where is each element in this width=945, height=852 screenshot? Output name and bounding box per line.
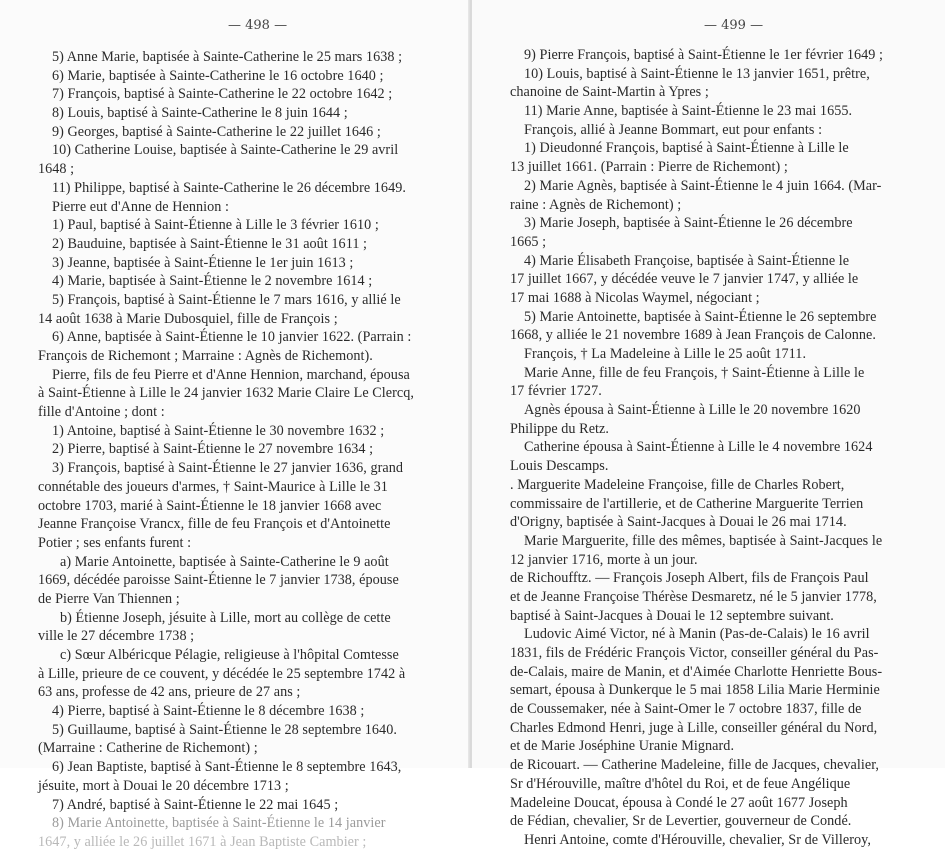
text-line: et de Marie Joséphine Uranie Mignard. <box>510 738 735 755</box>
text-line: 10) Louis, baptisé à Saint-Étienne le 13 janvier 1651, prêtre, <box>524 65 870 82</box>
text-line: Pierre eut d'Anne de Hennion : <box>52 198 230 215</box>
text-line: a) Marie Antoinette, baptisée à Sainte-Catherine le 9 août <box>60 553 389 570</box>
text-line: 6) Anne, baptisée à Saint-Étienne le 10 janvier 1622. (Parrain : <box>52 329 412 346</box>
text-line: c) Sœur Albéricque Pélagie, religieuse à l'hôpital Comtesse <box>60 647 399 663</box>
text-line: b) Étienne Joseph, jésuite à Lille, mort au collège de cette <box>60 609 391 626</box>
text-line: à Lille, prieure de ce couvent, y décédée le 25 septembre 1742 à <box>38 665 406 682</box>
text-line: octobre 1703, marié à Saint-Étienne le 18 janvier 1668 avec <box>38 497 382 514</box>
text-line: 2) Marie Agnès, baptisée à Saint-Étienne le 4 juin 1664. (Mar- <box>524 177 882 194</box>
text-line: de Pierre Van Thiennen ; <box>38 590 180 607</box>
text-line: Pierre, fils de feu Pierre et d'Anne Hennion, marchand, épousa <box>52 366 410 383</box>
text-line: 5) Anne Marie, baptisée à Sainte-Catherine le 25 mars 1638 ; <box>52 49 403 65</box>
text-line: François, allié à Jeanne Bommart, eut pour enfants : <box>524 121 823 138</box>
text-line: de Fédian, chevalier, Sr de Levertier, gouverneur de Condé. <box>510 813 852 830</box>
text-line: 13 juillet 1661. (Parrain : Pierre de Richemont) ; <box>510 159 788 176</box>
text-line: 1668, y alliée le 21 novembre 1689 à Jean François de Calonne. <box>510 327 876 344</box>
text-line: baptisé à Saint-Jacques à Douai le 12 septembre suivant. <box>510 607 834 624</box>
text-line: 8) Marie Antoinette, baptisée à Saint-Étienne le 14 janvier <box>52 815 386 832</box>
text-line: de Coussemaker, née à Saint-Omer le 7 octobre 1837, fille de <box>510 701 862 718</box>
text-line: François de Richemont ; Marraine : Agnès de Richemont). <box>38 348 373 364</box>
text-line: raine : Agnès de Richemont) ; <box>510 196 682 213</box>
text-line: 3) François, baptisé à Saint-Étienne le 27 janvier 1636, grand <box>52 460 403 477</box>
text-line: Agnès épousa à Saint-Étienne à Lille le 20 novembre 1620 <box>524 402 861 419</box>
text-line: 10) Catherine Louise, baptisée à Sainte-Catherine le 29 avril <box>52 142 399 159</box>
text-line: 1665 ; <box>510 233 547 250</box>
text-line: 7) François, baptisé à Sainte-Catherine le 22 octobre 1642 ; <box>52 86 393 103</box>
text-line: 1647, y alliée le 26 juillet 1671 à Jean Baptiste Cambier ; <box>38 833 367 850</box>
text-line: d'Origny, baptisée à Saint-Jacques à Douai le 26 mai 1714. <box>510 514 847 531</box>
text-line: 4) Marie Élisabeth Françoise, baptisée à Saint-Étienne le <box>524 252 850 269</box>
text-line: ville le 27 décembre 1738 ; <box>38 628 195 645</box>
text-line: 6) Jean Baptiste, baptisé à Sant-Étienne le 8 septembre 1643, <box>52 759 402 776</box>
text-line: 17 février 1727. <box>510 383 602 400</box>
text-line: 8) Louis, baptisé à Sainte-Catherine le 8 juin 1644 ; <box>52 105 348 122</box>
text-line: et de Jeanne Françoise Thérèse Desmaretz, né le 5 janvier 1778, <box>510 588 877 605</box>
page-number: — 498 — <box>228 18 288 33</box>
text-line: Philippe du Retz. <box>510 420 609 437</box>
text-line: Ludovic Aimé Victor, né à Manin (Pas-de-Calais) le 16 avril <box>524 626 870 643</box>
text-line: Louis Descamps. <box>510 458 609 475</box>
text-line: 9) Pierre François, baptisé à Saint-Étienne le 1er février 1649 ; <box>524 47 883 63</box>
text-line: 5) Guillaume, baptisé à Saint-Étienne le 28 septembre 1640. <box>52 721 397 738</box>
text-line: jésuite, mort à Douai le 20 décembre 1713 ; <box>38 777 289 794</box>
text-line: 17 juillet 1667, y décédée veuve le 7 janvier 1747, y alliée le <box>510 271 859 288</box>
text-line: 11) Philippe, baptisé à Sainte-Catherine le 26 décembre 1649. <box>52 179 406 196</box>
right-page <box>472 0 945 848</box>
text-line: Charles Edmond Henri, juge à Lille, conseiller général du Nord, <box>510 719 878 736</box>
text-line: chanoine de Saint-Martin à Ypres ; <box>510 84 709 101</box>
text-line: (Marraine : Catherine de Richemont) ; <box>38 740 258 757</box>
text-line: 2) Bauduine, baptisée à Saint-Étienne le 31 août 1611 ; <box>52 235 368 252</box>
text-line: commissaire de l'artillerie, et de Catherine Marguerite Terrien <box>510 495 864 512</box>
text-line: de Richoufftz. — François Joseph Albert, fils de François Paul <box>510 570 869 587</box>
text-line: Henri Antoine, comte d'Hérouville, chevalier, Sr de Villeroy, <box>524 831 871 848</box>
text-line: connétable des joueurs d'armes, † Saint-Maurice à Lille le 31 <box>38 478 388 495</box>
text-line: Marie Anne, fille de feu François, † Saint-Étienne à Lille le <box>524 364 865 381</box>
text-line: à Saint-Étienne à Lille le 24 janvier 1632 Marie Claire Le Clercq, <box>38 385 414 402</box>
text-line: de Ricouart. — Catherine Madeleine, fille de Jacques, chevalier, <box>510 757 879 774</box>
left-page <box>0 0 470 850</box>
page-number: — 499 — <box>704 18 764 33</box>
page-text <box>38 48 430 852</box>
text-line: Marie Marguerite, fille des mêmes, baptisée à Saint-Jacques le <box>524 532 883 549</box>
text-line: 1) Antoine, baptisé à Saint-Étienne le 30 novembre 1632 ; <box>52 422 385 439</box>
text-line: de-Calais, maire de Manin, et d'Aimée Charlotte Henriette Bous- <box>510 663 883 680</box>
text-line: 4) Marie, baptisée à Saint-Étienne le 2 novembre 1614 ; <box>52 273 373 290</box>
text-line: semart, épousa à Dunkerque le 5 mai 1858 Lilia Marie Herminie <box>510 682 880 699</box>
text-line: 7) André, baptisé à Saint-Étienne le 22 mai 1645 ; <box>52 796 339 813</box>
text-line: 9) Georges, baptisé à Sainte-Catherine le 22 juillet 1646 ; <box>52 123 381 140</box>
text-line: 2) Pierre, baptisé à Saint-Étienne le 27 novembre 1634 ; <box>52 441 374 458</box>
text-line: Catherine épousa à Saint-Étienne à Lille le 4 novembre 1624 <box>524 439 873 456</box>
text-line: 6) Marie, baptisée à Sainte-Catherine le 16 octobre 1640 ; <box>52 67 384 84</box>
text-line: 5) François, baptisé à Saint-Étienne le 7 mars 1616, y allié le <box>52 291 401 308</box>
text-line: Potier ; ses enfants furent : <box>38 534 192 551</box>
text-line: Jeanne Françoise Vrancx, fille de feu François et d'Antoinette <box>38 516 391 533</box>
text-line: 1669, décédée paroisse Saint-Étienne le 7 janvier 1738, épouse <box>38 572 399 589</box>
text-line: 63 ans, professe de 42 ans, prieure de 27 ans ; <box>38 684 301 701</box>
text-line: Sr d'Hérouville, maître d'hôtel du Roi, et de feue Angélique <box>510 775 851 792</box>
text-line: 12 janvier 1716, morte à un jour. <box>510 551 698 568</box>
text-line: 1648 ; <box>38 161 75 178</box>
text-line: 1) Dieudonné François, baptisé à Saint-Étienne à Lille le <box>524 140 849 157</box>
text-line: 11) Marie Anne, baptisée à Saint-Étienne le 23 mai 1655. <box>524 103 853 120</box>
text-line: Madeleine Doucat, épousa à Condé le 27 août 1677 Joseph <box>510 794 848 811</box>
text-line: 3) Marie Joseph, baptisée à Saint-Étienne le 26 décembre <box>524 215 853 232</box>
text-line: 1831, fils de Frédéric François Victor, conseiller général du Pas- <box>510 645 879 661</box>
text-line: François, † La Madeleine à Lille le 25 août 1711. <box>524 346 807 362</box>
text-line: 3) Jeanne, baptisée à Saint-Étienne le 1er juin 1613 ; <box>52 254 354 271</box>
text-line: 4) Pierre, baptisé à Saint-Étienne le 8 décembre 1638 ; <box>52 703 365 720</box>
text-line: . Marguerite Madeleine Françoise, fille de Charles Robert, <box>510 476 845 493</box>
page-text <box>510 46 912 850</box>
text-line: fille d'Antoine ; dont : <box>38 404 165 421</box>
text-line: 17 mai 1688 à Nicolas Waymel, négociant ; <box>510 289 760 306</box>
text-line: 5) Marie Antoinette, baptisée à Saint-Étienne le 26 septembre <box>524 308 877 325</box>
text-line: 1) Paul, baptisé à Saint-Étienne à Lille le 3 février 1610 ; <box>52 217 379 234</box>
text-line: 14 août 1638 à Marie Dubosquiel, fille de François ; <box>38 310 338 327</box>
